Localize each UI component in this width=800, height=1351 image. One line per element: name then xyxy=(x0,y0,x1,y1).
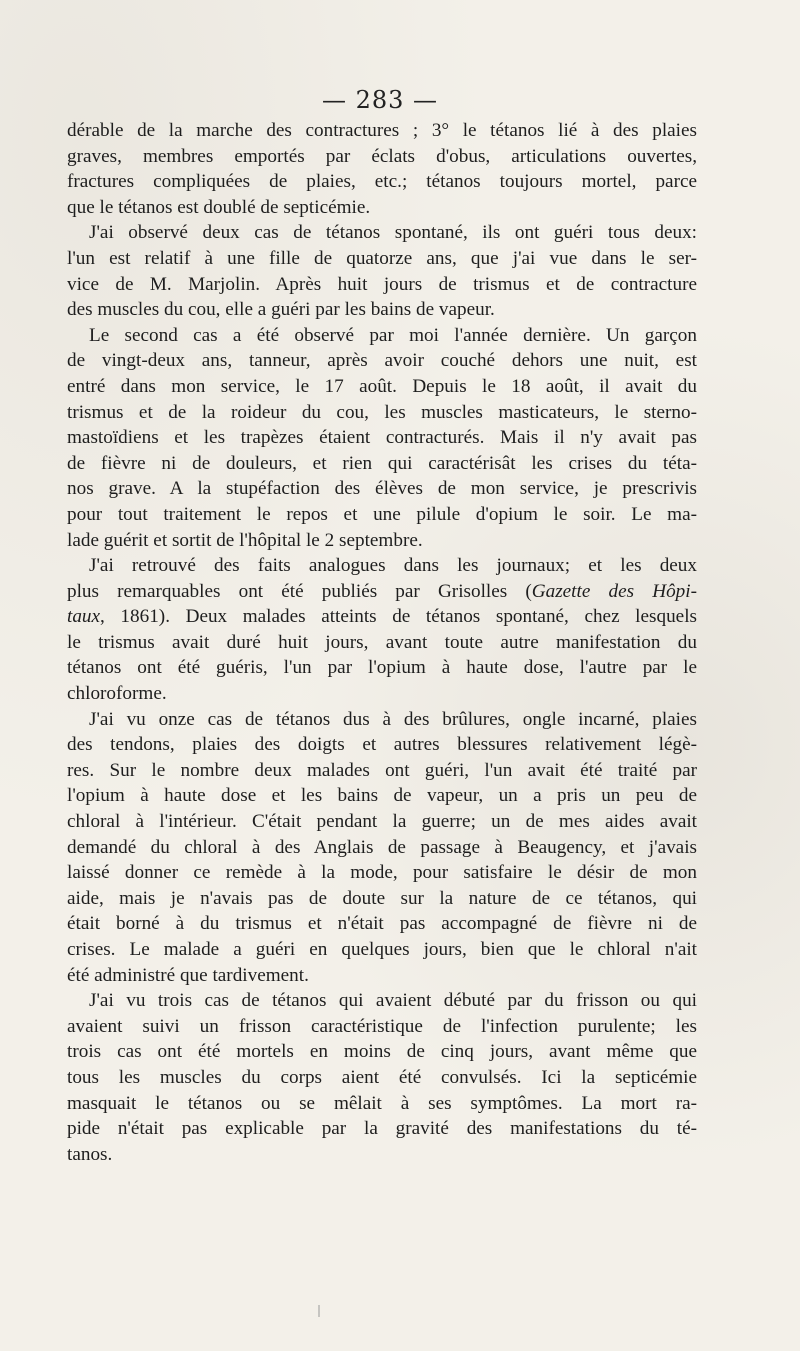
text-line: tétanos ont été guéris, l'un par l'opium à haute dose, l'autre par le xyxy=(67,657,697,679)
text-line: pide n'était pas explicable par la gravité des manifestations du té- xyxy=(67,1118,697,1140)
text-line: trismus et de la roideur du cou, les muscles masticateurs, le sterno- xyxy=(67,401,697,423)
journal-title-cont: taux xyxy=(67,606,101,628)
text-line: graves, membres emportés par éclats d'obus, articulations ouvertes, xyxy=(67,145,697,167)
text-line: de vingt-deux ans, tanneur, après avoir couché dehors une nuit, est xyxy=(67,350,697,372)
text-line-citation xyxy=(67,604,697,630)
text-line: nos grave. A la stupéfaction des élèves de mon service, je prescrivis xyxy=(67,478,697,500)
text-line: lade guérit et sortit de l'hôpital le 2 septembre. xyxy=(67,529,423,551)
text-line: chloral à l'intérieur. C'était pendant la guerre; un de mes aides avait xyxy=(67,811,697,833)
text-line: masquait le tétanos ou se mêlait à ses symptômes. La mort ra- xyxy=(67,1092,697,1114)
page-number: — 283 — xyxy=(321,86,439,114)
text-line: trois cas ont été mortels en moins de cinq jours, avant même que xyxy=(67,1041,697,1063)
text-line: fractures compliquées de plaies, etc.; tétanos toujours mortel, parce xyxy=(67,171,697,193)
text-line: chloroforme. xyxy=(67,683,167,705)
text-line: J'ai vu trois cas de tétanos qui avaient débuté par du frisson ou qui xyxy=(89,990,697,1012)
text-line: vice de M. Marjolin. Après huit jours de trismus et de contracture xyxy=(67,273,697,295)
citation-prefix: plus remarquables ont été publiés par Grisolles ( xyxy=(67,580,532,602)
text-line: tous les muscles du corps aient été convulsés. Ici la septicémie xyxy=(67,1066,697,1088)
text-line: tanos. xyxy=(67,1143,113,1165)
text-line: des tendons, plaies des doigts et autres blessures relativement légè- xyxy=(67,734,697,756)
text-line-citation xyxy=(67,579,697,605)
text-line: avaient suivi un frisson caractéristique de l'infection purulente; les xyxy=(67,1015,697,1037)
text-line: l'un est relatif à une fille de quatorze ans, que j'ai vue dans le ser- xyxy=(67,247,697,269)
text-line: Le second cas a été observé par moi l'année dernière. Un garçon xyxy=(89,324,697,346)
text-line: J'ai observé deux cas de tétanos spontané, ils ont guéri tous deux: xyxy=(89,222,697,244)
body-text xyxy=(67,118,697,1167)
text-line: J'ai vu onze cas de tétanos dus à des brûlures, ongle incarné, plaies xyxy=(89,708,697,730)
text-line: crises. Le malade a guéri en quelques jours, bien que le chloral n'ait xyxy=(67,939,697,960)
text-line: laissé donner ce remède à la mode, pour satisfaire le désir de mon xyxy=(67,862,697,884)
text-line: était borné à du trismus et n'était pas accompagné de fièvre ni de xyxy=(67,913,697,935)
text-line: demandé du chloral à des Anglais de passage à Beaugency, et j'avais xyxy=(67,836,697,858)
text-line: de fièvre ni de douleurs, et rien qui caractérisât les crises du téta- xyxy=(67,452,697,474)
text-line: l'opium à haute dose et les bains de vapeur, un a pris un peu de xyxy=(67,785,697,807)
text-line: mastoïdiens et les trapèzes étaient contracturés. Mais il n'y avait pas xyxy=(67,427,697,449)
paragraph-6 xyxy=(67,988,697,1167)
print-speck xyxy=(318,1305,320,1317)
text-line: été administré que tardivement. xyxy=(67,964,309,986)
paragraph-3 xyxy=(67,323,697,553)
text-line: entré dans mon service, le 17 août. Depuis le 18 août, il avait du xyxy=(67,375,697,397)
text-line: aide, mais je n'avais pas de doute sur la nature de ce tétanos, qui xyxy=(67,887,697,909)
text-line: le trismus avait duré huit jours, avant toute autre manifestation du xyxy=(67,631,697,653)
text-line: que le tétanos est doublé de septicémie. xyxy=(67,196,371,218)
text-line: res. Sur le nombre deux malades ont guéri, l'un avait été traité par xyxy=(67,759,697,781)
paragraph-2 xyxy=(67,220,697,322)
paragraph-5 xyxy=(67,707,697,989)
text-line: pour tout traitement le repos et une pilule d'opium le soir. Le ma- xyxy=(67,503,697,525)
text-line: des muscles du cou, elle a guéri par les bains de vapeur. xyxy=(67,299,495,321)
text-line: J'ai retrouvé des faits analogues dans les journaux; et les deux xyxy=(89,555,697,577)
citation-suffix: , 1861). Deux malades atteints de tétanos spontané, chez lesquels xyxy=(100,606,697,628)
text-line: dérable de la marche des contractures ; 3° le tétanos lié à des plaies xyxy=(67,120,697,141)
paragraph-1 xyxy=(67,118,697,220)
journal-title: Gazette des Hôpi- xyxy=(531,580,697,602)
paragraph-4 xyxy=(67,553,697,707)
